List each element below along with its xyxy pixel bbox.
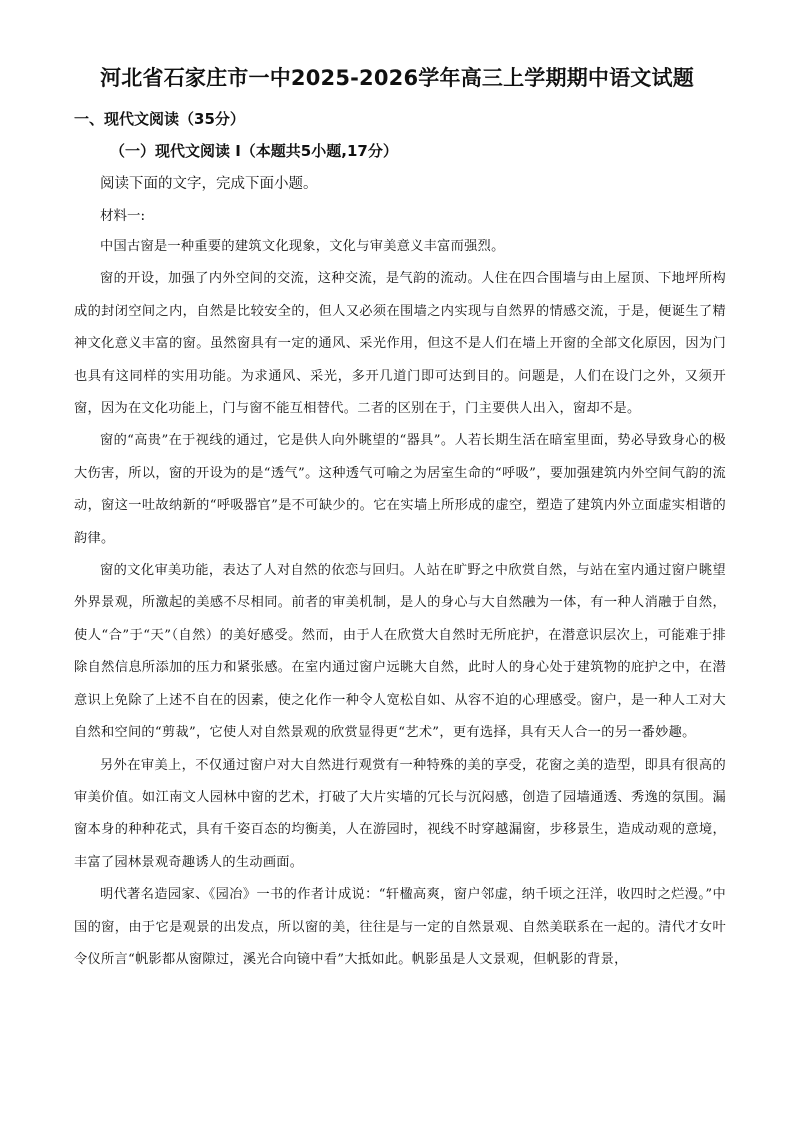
reading-instruction: 阅读下面的文字，完成下面小题。 [100, 176, 318, 192]
article-body [74, 231, 726, 976]
material-label: 材料一: [100, 208, 146, 224]
paragraph: 另外在审美上，不仅通过窗户对大自然进行观赏有一种特殊的美的享受，花窗之美的造型，即具有很高的审美价值。如江南文人园林中窗的艺术，打破了大片实墙的冗长与沉闷感，创造了园墙通透、秀逸的氛围。漏窗本身的种种花式，具有千姿百态的均衡美，人在游园时，视线不时穿越漏窗，步移景生，造成动观的意境，丰富了园林景观奇趣诱人的生动画面。 [74, 757, 726, 870]
paragraph: 窗的开设，加强了内外空间的交流，这种交流，是气韵的流动。人住在四合围墙与由上屋顶、下地坪所构成的封闭空间之内，自然是比较安全的，但人又必须在围墙之内实现与自然界的情感交流，于是，便诞生了精神文化意义丰富的窗。虽然窗具有一定的通风、采光作用，但这不是人们在墙上开窗的全部文化原因，因为门也具有这同样的实用功能。为求通风、采光，多开几道门即可达到目的。问题是，人们在设门之外，又须开窗，因为在文化功能上，门与窗不能互相替代。二者的区别在于，门主要供人出入，窗却不是。 [74, 271, 726, 417]
section-heading: 一、现代文阅读（35分） [74, 110, 245, 128]
document-title: 河北省石家庄市一中2025-2026学年高三上学期期中语文试题 [100, 66, 694, 90]
paragraph: 窗的“高贵”在于视线的通过，它是供人向外眺望的“器具”。人若长期生活在暗室里面，势必导致身心的极大伤害，所以，窗的开设为的是“透气”。这种透气可喻之为居室生命的“呼吸”，要加强建筑内外空间气韵的流动，窗这一吐故纳新的“呼吸器官”是不可缺少的。它在实墙上所形成的虚空，塑造了建筑内外立面虚实相谐的韵律。 [74, 433, 726, 546]
paragraph: 中国古窗是一种重要的建筑文化现象，文化与审美意义丰富而强烈。 [100, 239, 505, 254]
paragraph: 窗的文化审美功能，表达了人对自然的依恋与回归。人站在旷野之中欣赏自然，与站在室内通过窗户眺望外界景观，所激起的美感不尽相同。前者的审美机制，是人的身心与大自然融为一体，有一种人消融于自然，使人“合”于“天”（自然）的美好感受。然而，由于人在欣赏大自然时无所庇护，在潜意识层次上，可能难于排除自然信息所添加的压力和紧张感。在室内通过窗户远眺大自然，此时人的身心处于建筑物的庇护之中，在潜意识上免除了上述不自在的因素，使之化作一种令人宽松自如、从容不迫的心理感受。窗户，是一种人工对大自然和空间的“剪裁”，它使人对自然景观的欣赏显得更“艺术”，更有选择，具有天人合一的另一番妙趣。 [74, 563, 726, 741]
subsection-heading: （一）现代文阅读 I（本题共5小题,17分） [110, 142, 398, 160]
paragraph: 明代著名造园家、《园冶》一书的作者计成说：“轩楹高爽，窗户邻虚，纳千顷之汪洋，收四时之烂漫。”中国的窗，由于它是观景的出发点，所以窗的美，往往是与一定的自然景观、自然美联系在一起的。清代才女叶令仪所言“帆影都从窗隙过，溪光合向镜中看”大抵如此。帆影虽是人文景观，但帆影的背景， [74, 887, 726, 967]
